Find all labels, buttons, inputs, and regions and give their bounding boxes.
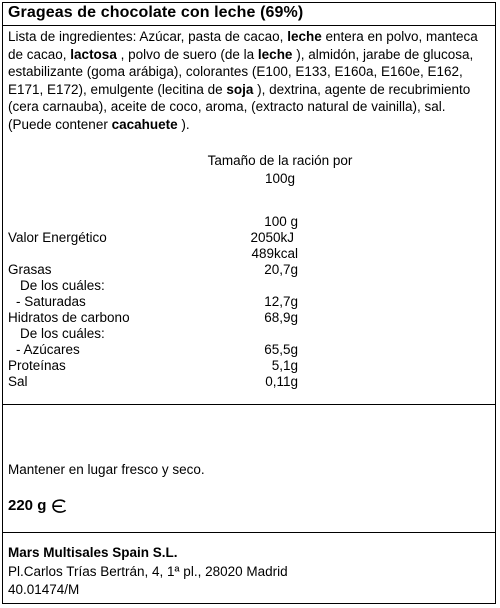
ingredients-segment: ), almidón, jarabe de glucosa, estabilizante (goma arábiga), colorantes (E100, E133, E160a, E160e, E162, E171, E172), emulgente (lecitina de <box>8 46 474 97</box>
protein-value: 5,1g <box>271 358 298 373</box>
ingredients-segment: entera en polvo, manteca de cacao, <box>8 29 478 62</box>
nutrition-row-energy <box>8 230 298 246</box>
nutrition-row-fat <box>8 262 298 278</box>
protein-label: Proteínas <box>8 358 66 373</box>
saturated-value: 12,7g <box>264 294 298 309</box>
of-which-label-1: De los cuáles: <box>20 278 105 293</box>
serving-size-line-2: 100g <box>264 171 296 186</box>
estimated-e-mark-icon <box>50 498 70 514</box>
company-name: Mars Multisales Spain S.L. <box>8 545 178 560</box>
nutrition-row-saturated <box>8 294 298 310</box>
registration-code: 40.01474/M <box>8 582 80 597</box>
allergen-highlight: cacahuete <box>111 116 178 132</box>
energy-kj-value: 2050kJ <box>250 230 294 245</box>
nutrition-divider <box>2 404 496 405</box>
serving-size-line-1: Tamaño de la ración por <box>207 153 353 168</box>
fat-value: 20,7g <box>264 262 298 277</box>
allergen-highlight: lactosa <box>70 46 117 62</box>
allergen-highlight: leche <box>257 46 293 62</box>
fat-label: Grasas <box>8 262 52 277</box>
company-address: Pl.Carlos Trías Bertrán, 4, 1ª pl., 28020 Madrid <box>8 564 288 579</box>
nutrition-column-header <box>8 214 298 230</box>
allergen-highlight: soja <box>226 81 254 97</box>
weight-divider <box>2 532 496 533</box>
net-weight: 220 g <box>8 497 47 514</box>
carbs-label: Hidratos de carbono <box>8 310 130 325</box>
nutrition-row-sugars <box>8 342 298 358</box>
ingredients-segment: ), dextrina, agente de recubrimiento (cera carnauba), aceite de coco, aroma, (extracto natural de vainilla), sal. (Puede contener <box>8 81 471 132</box>
carbs-value: 68,9g <box>264 310 298 325</box>
ingredients-segment: Lista de ingredientes: Azúcar, pasta de cacao, <box>8 29 288 44</box>
nutrition-row-carbs <box>8 310 298 326</box>
salt-label: Sal <box>8 374 28 389</box>
energy-kcal-value: 489kcal <box>251 246 298 261</box>
energy-label: Valor Energético <box>8 230 107 245</box>
ingredients-segment: ). <box>177 116 190 132</box>
salt-value: 0,11g <box>265 374 298 389</box>
serving-size-header <box>200 152 360 188</box>
saturated-label: - Saturadas <box>16 294 86 309</box>
nutrition-row-energy-kcal <box>8 246 298 262</box>
storage-instructions: Mantener en lugar fresco y seco. <box>8 462 205 477</box>
nutrition-row-salt <box>8 374 298 390</box>
allergen-highlight: leche <box>287 29 322 44</box>
sugars-value: 65,5g <box>264 342 298 357</box>
sugars-label: - Azúcares <box>16 342 80 357</box>
of-which-label-2: De los cuáles: <box>20 326 105 341</box>
column-header-value: 100 g <box>264 214 298 229</box>
ingredients-segment: , polvo de suero (de la <box>116 46 258 62</box>
ingredients-text <box>8 28 490 134</box>
nutrition-row-protein <box>8 358 298 374</box>
title-divider <box>2 25 496 26</box>
product-title: Grageas de chocolate con leche (69%) <box>8 4 304 21</box>
